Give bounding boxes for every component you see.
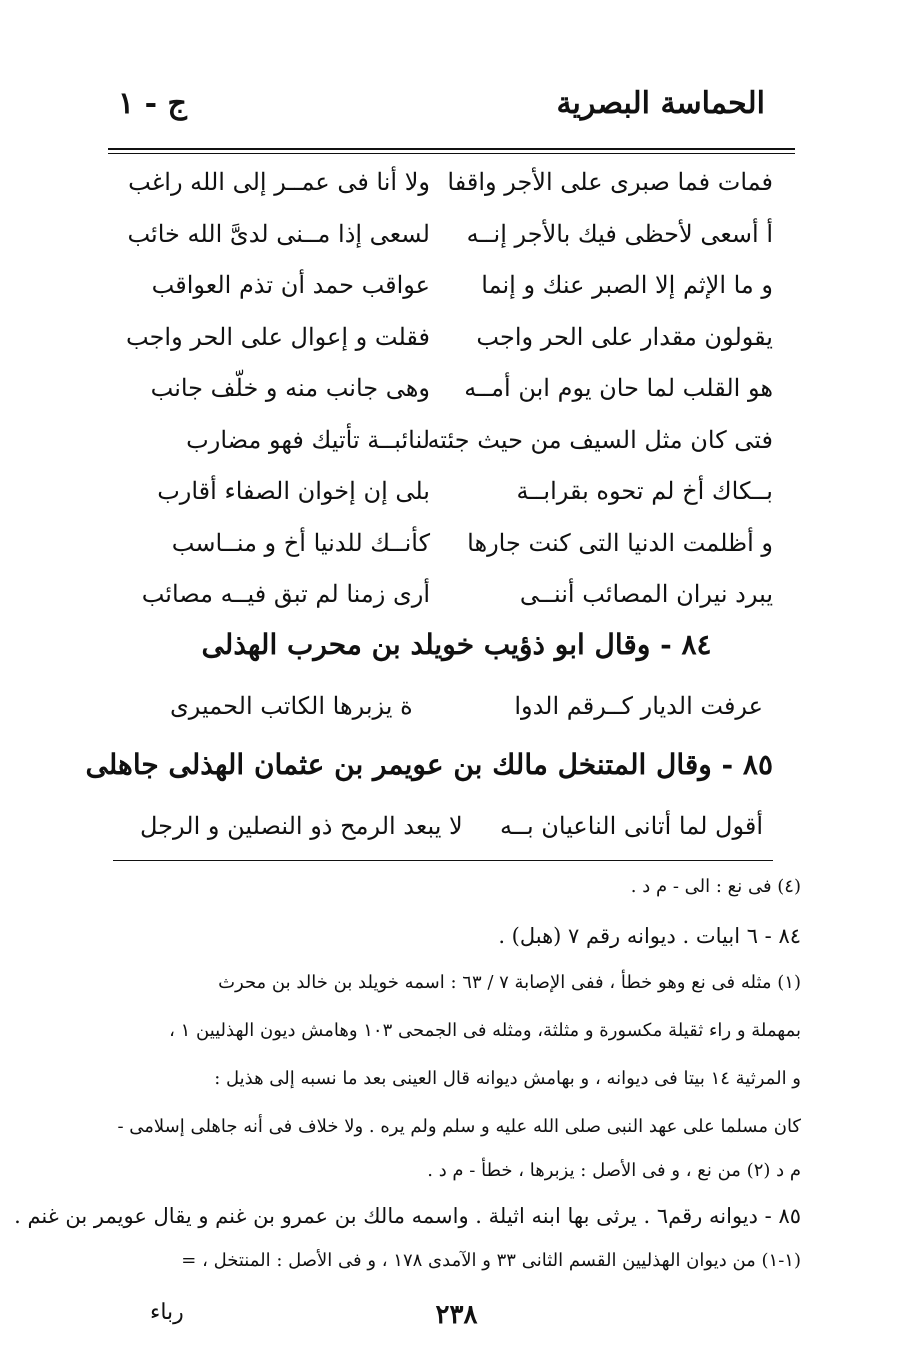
verse-second-hemistich: ة يزبرها الكاتب الحميرى <box>170 692 413 720</box>
verse-first-hemistich: هو القلب لما حان يوم ابن أمــه <box>464 374 773 402</box>
verse-first-hemistich: بــكاك أخ لم تحوه بقرابــة <box>516 477 773 505</box>
poem-verses <box>126 160 773 624</box>
footnote-line: كان مسلما على عهد النبى صلى الله عليه و سلم ولم يره . ولا خلاف فى أنه جاهلى إسلامى - <box>117 1116 801 1137</box>
footnote-rule <box>113 860 773 861</box>
verse-line <box>130 366 773 418</box>
verse-second-hemistich: كأنــك للدنيا أخ و منــاسب <box>171 528 430 557</box>
verse-second-hemistich: وهى جانب منه و خلّف جانب <box>150 374 430 402</box>
verse-line <box>126 315 773 367</box>
footnote-line: (١) مثله فى نع وهو خطأ ، ففى الإصابة ٧ / ٦٣ : اسمه خويلد بن خالد بن محرث <box>218 972 801 993</box>
verse-first-hemistich: أقول لما أتانى الناعيان بــه <box>500 812 763 840</box>
footnote-line: (١-١) من ديوان الهذليين القسم الثانى ٣٣ و الآمدى ١٧٨ ، و فى الأصل : المنتخل ، = <box>181 1250 801 1271</box>
footnote-line: (٤) فى نع : الى - م د . <box>630 876 801 897</box>
header-rule <box>108 148 795 150</box>
verse-second-hemistich: بلى إن إخوان الصفاء أقارب <box>157 477 430 505</box>
verse-first-hemistich: و ما الإثم إلا الصبر عنك و إنما <box>481 271 773 299</box>
verse-first-hemistich: فمات فما صبرى على الأجر واقفا <box>447 168 773 196</box>
verse-line <box>130 521 773 573</box>
page-number: ٢٣٨ <box>435 1300 478 1330</box>
verse-second-hemistich: ولا أنا فى عمــر إلى الله راغب <box>128 168 430 196</box>
verse-second-hemistich: عواقب حمد أن تذم العواقب <box>151 271 430 299</box>
footnote-line: ٨٥ - ديوانه رقم٦ . يرثى بها ابنه اثيلة . واسمه مالك بن عمرو بن غنم و يقال عويمر بن غنم . <box>14 1204 801 1228</box>
header-rule-thin <box>108 153 795 154</box>
volume-number: ج - ١ <box>118 86 187 121</box>
verse-second-hemistich: فقلت و إعوال على الحر واجب <box>126 322 430 351</box>
verse-first-hemistich: فتى كان مثل السيف من حيث جئته <box>427 425 773 454</box>
verse-line <box>130 418 773 470</box>
footnote-line: بمهملة و راء ثقيلة مكسورة و مثلثة، ومثله فى الجمحى ١٠٣ وهامش ديون الهذليين ١ ، <box>169 1020 801 1041</box>
verse-line <box>127 212 773 264</box>
verse-first-hemistich: عرفت الديار كــرقم الدوا <box>514 692 763 720</box>
footnote-line: ٨٤ - ٦ ابيات . ديوانه رقم ٧ (هبل) . <box>498 924 801 948</box>
verse-line <box>130 469 773 521</box>
verse-second-hemistich: أرى زمنا لم تبق فيــه مصائب <box>141 580 430 608</box>
verse-first-hemistich: أ أسعى لأحظى فيك بالأجر إنــه <box>466 219 773 248</box>
printer-signature: رباء <box>150 1300 184 1325</box>
running-title: الحماسة البصرية <box>556 86 765 121</box>
verse-second-hemistich: لسعى إذا مــنى لدىَّ الله خائب <box>127 219 430 248</box>
verse-first-hemistich: و أظلمت الدنيا التى كنت جارها <box>467 528 773 557</box>
poem-84-heading: ٨٤ - وقال ابو ذؤيب خويلد بن محرب الهذلى <box>201 628 712 661</box>
verse-first-hemistich: يبرد نيران المصائب أننــى <box>519 580 773 608</box>
verse-line <box>130 160 773 212</box>
footnote-line: و المرثية ١٤ بيتا فى ديوانه ، و بهامش ديوانه قال العينى بعد ما نسبه إلى هذيل : <box>214 1068 801 1089</box>
verse-second-hemistich: لنائبــة تأتيك فهو مضارب <box>186 425 430 454</box>
verse-second-hemistich: لا يبعد الرمح ذو النصلين و الرجل <box>140 812 463 840</box>
verse-first-hemistich: يقولون مقدار على الحر واجب <box>476 322 773 351</box>
poem-85-heading: ٨٥ - وقال المتنخل مالك بن عويمر بن عثمان الهذلى جاهلى <box>85 748 773 781</box>
footnote-line: م د (٢) من نع ، و فى الأصل : يزبرها ، خطأ - م د . <box>427 1160 801 1181</box>
verse-line <box>130 263 773 315</box>
verse-line <box>130 572 773 624</box>
